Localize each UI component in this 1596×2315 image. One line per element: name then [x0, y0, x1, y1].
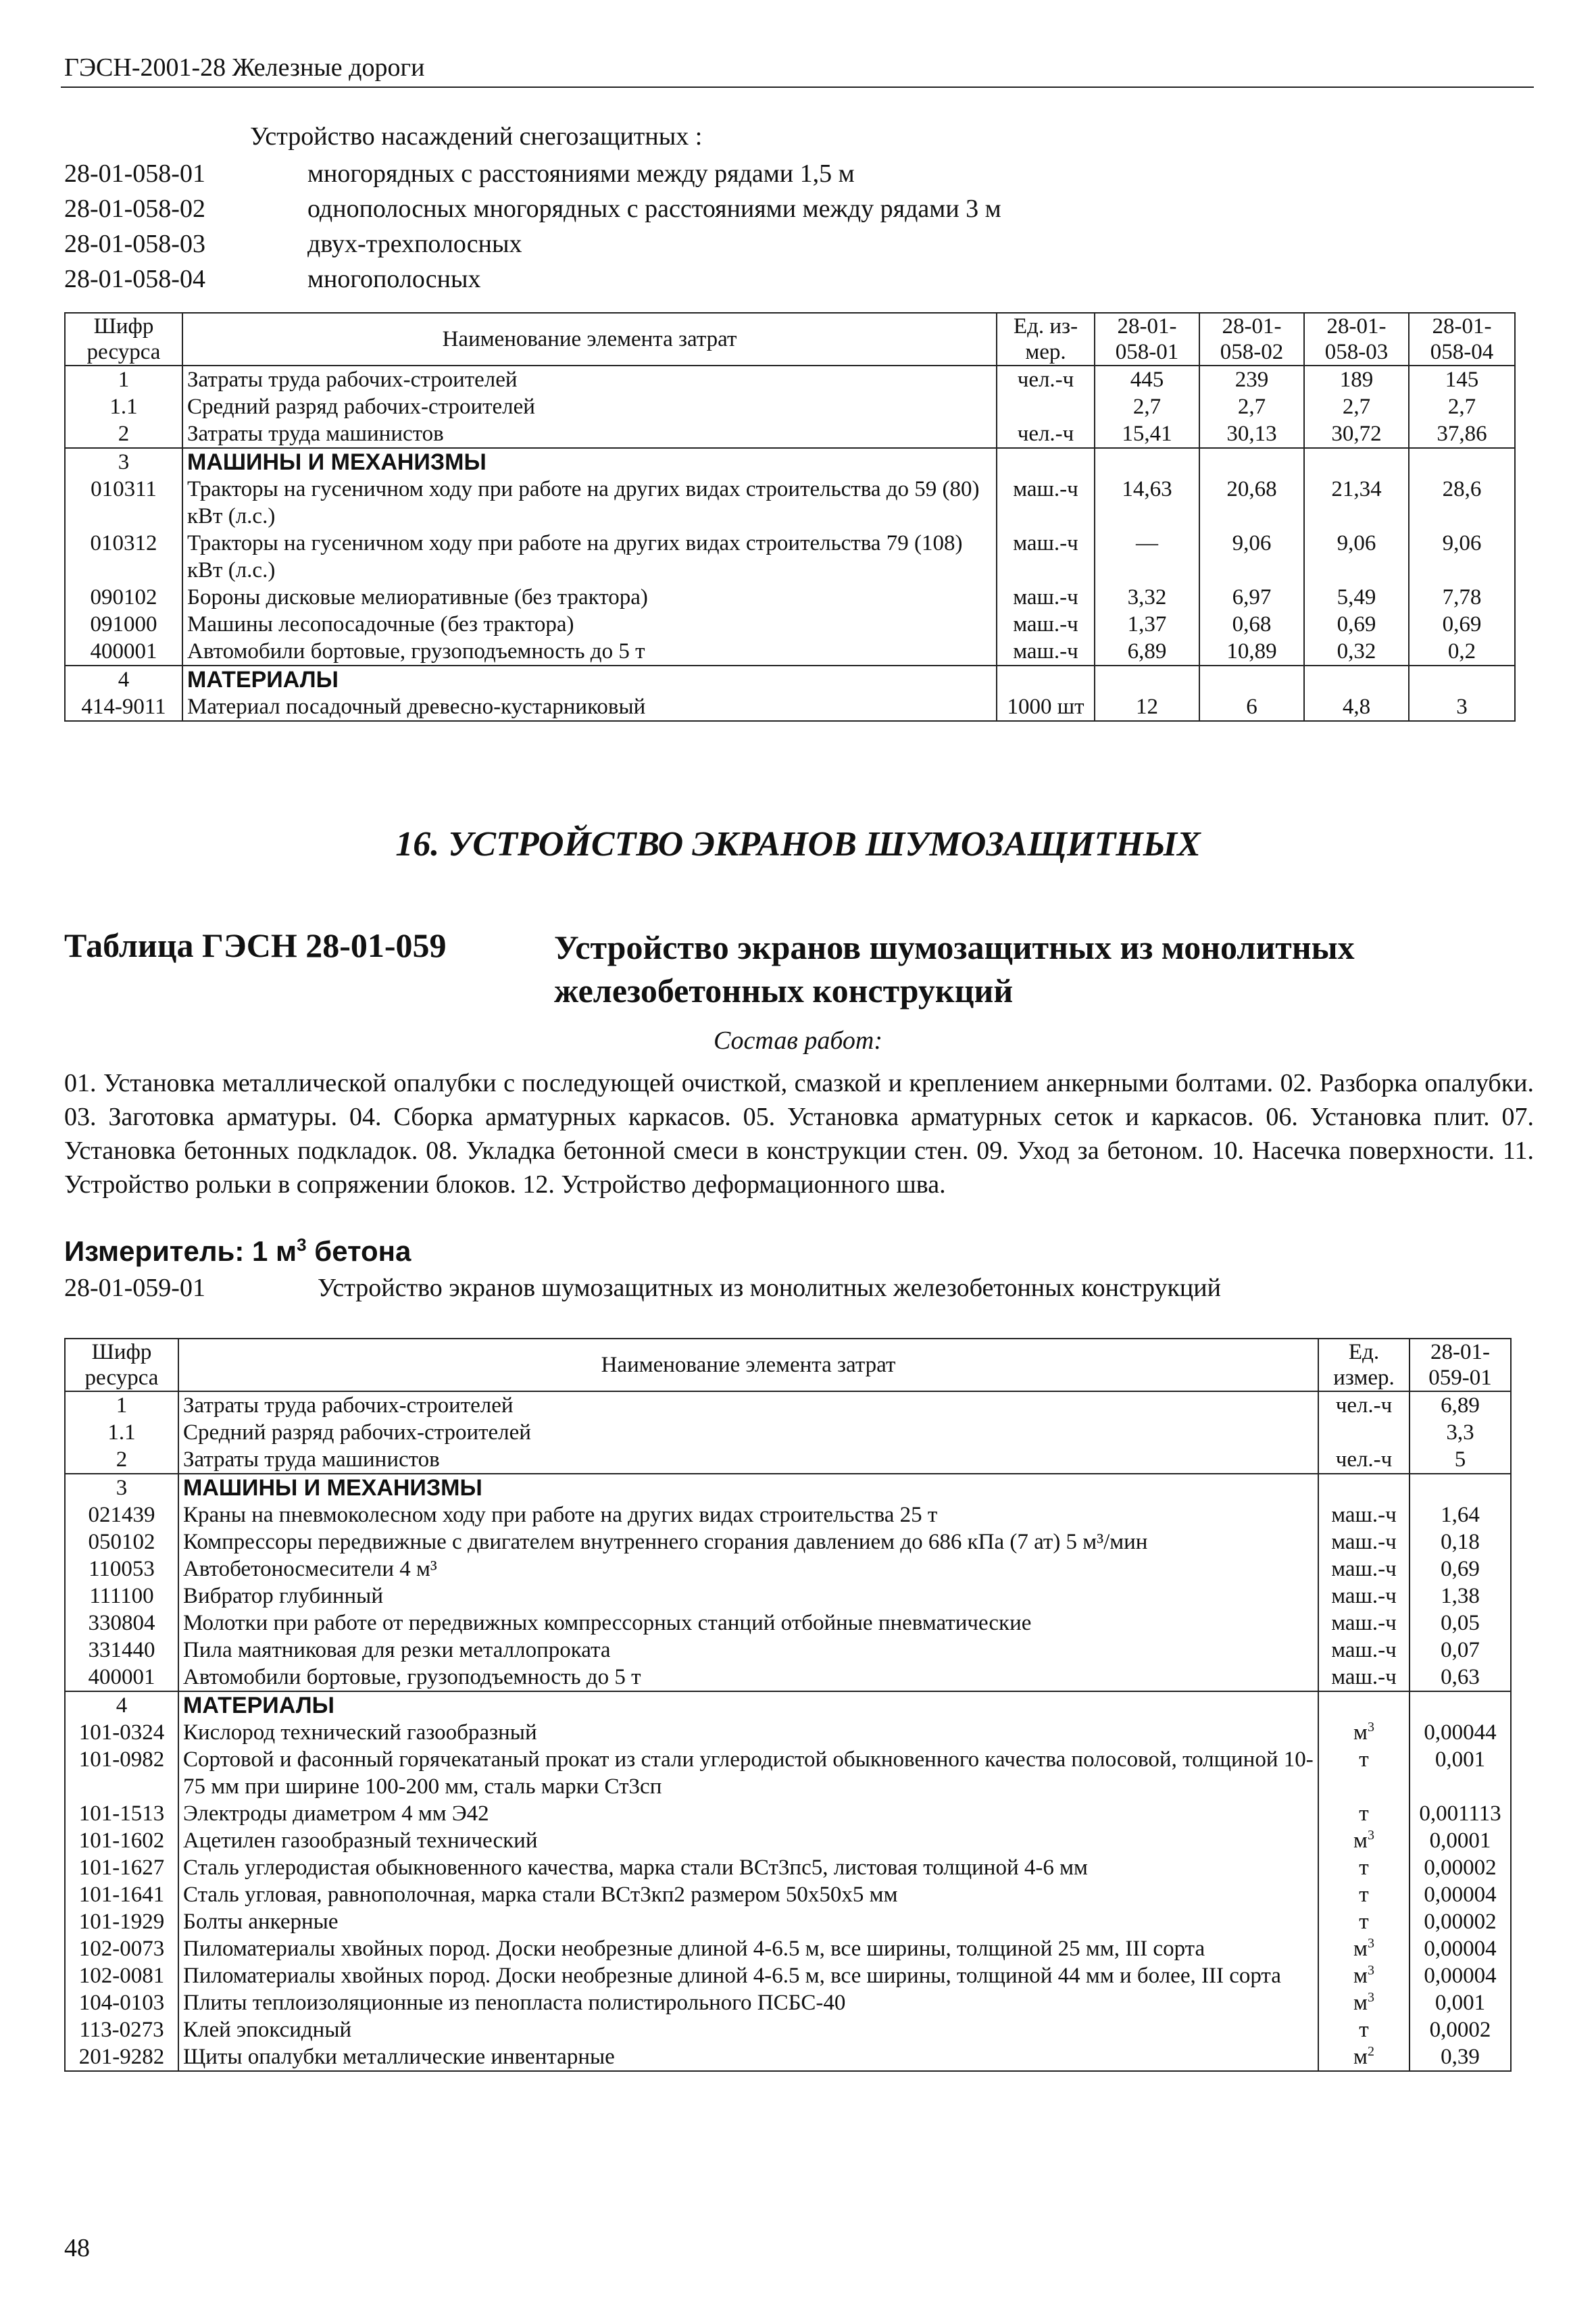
page-number: 48: [64, 2234, 90, 2262]
intro-item-code: 28-01-058-02: [64, 195, 205, 223]
cell-unit-text: маш.-ч: [1331, 1557, 1397, 1581]
cell-value: 6,97: [1199, 584, 1304, 611]
cell-unit-text: т: [1359, 1910, 1369, 1934]
cell-code: 111100: [65, 1583, 178, 1610]
cell-value: 0,00004: [1410, 1962, 1511, 1989]
cell-unit: [1318, 1800, 1410, 1827]
cell-unit: [997, 666, 1095, 693]
cell-code: 4: [65, 666, 182, 693]
cell-value: 0,00002: [1410, 1908, 1511, 1935]
cell-value: 30,13: [1199, 420, 1304, 448]
cell-value: 5,49: [1304, 584, 1409, 611]
cell-code: 330804: [65, 1610, 178, 1637]
meter-label: [64, 1235, 411, 1268]
cell-name: Вибратор глубинный: [178, 1583, 1318, 1610]
cell-name: Автомобили бортовые, грузоподъемность до 5 т: [182, 638, 997, 666]
intro-item-code: 28-01-058-04: [64, 265, 205, 293]
cell-value: 0,001113: [1410, 1800, 1511, 1827]
cell-code: 101-0982: [65, 1746, 178, 1800]
cell-code: 101-1641: [65, 1881, 178, 1908]
cell-value: 37,86: [1409, 420, 1515, 448]
cell-name: Плиты теплоизоляционные из пенопласта полистирольного ПСБС-40: [178, 1989, 1318, 2016]
cell-code: 400001: [65, 638, 182, 666]
cell-name: Автобетоносмесители 4 м³: [178, 1555, 1318, 1583]
cell-unit: [1318, 1555, 1410, 1583]
cell-name: Средний разряд рабочих-строителей: [178, 1419, 1318, 1446]
cell-name: Средний разряд рабочих-строителей: [182, 393, 997, 420]
table-row: [65, 1419, 1511, 1446]
table-row: [65, 393, 1515, 420]
cell-unit-text: маш.-ч: [1331, 1584, 1397, 1608]
col-header-058-04: 28-01-058-04: [1409, 313, 1515, 366]
intro-item-text: многорядных с расстояниями между рядами 1,5 м: [307, 159, 855, 188]
meter-sup: 3: [297, 1235, 307, 1255]
cell-code: 102-0081: [65, 1962, 178, 1989]
cell-value: 0,00004: [1410, 1881, 1511, 1908]
cell-value: 1,38: [1410, 1583, 1511, 1610]
cell-code: 4: [65, 1691, 178, 1719]
intro-item-code: 28-01-058-03: [64, 230, 205, 258]
cell-code: 2: [65, 420, 182, 448]
cell-unit: [1318, 1962, 1410, 1989]
cell-unit: [1318, 1528, 1410, 1555]
cell-code: 101-1513: [65, 1800, 178, 1827]
cell-value: 0,69: [1410, 1555, 1511, 1583]
cell-value: 0,00002: [1410, 1854, 1511, 1881]
cell-name: Компрессоры передвижные с двигателем внутреннего сгорания давлением до 686 кПа (7 ат) 5 м³/мин: [178, 1528, 1318, 1555]
cell-name: Пиломатериалы хвойных пород. Доски необрезные длиной 4-6.5 м, все ширины, толщиной 25 мм, III сорта: [178, 1935, 1318, 1962]
table-row: [65, 1637, 1511, 1664]
table-row: [65, 530, 1515, 584]
col-header-unit: Ед. измер.: [1318, 1339, 1410, 1391]
cell-unit: [1318, 1854, 1410, 1881]
intro-item-text: многополосных: [307, 265, 481, 293]
cell-code: 102-0073: [65, 1935, 178, 1962]
cell-unit-text: м: [1353, 1720, 1368, 1745]
cell-value: 15,41: [1095, 420, 1199, 448]
cell-value: 6,89: [1095, 638, 1199, 666]
cell-code: 1.1: [65, 1419, 178, 1446]
cell-value: 28,6: [1409, 476, 1515, 530]
composition-label: Состав работ:: [713, 1026, 883, 1055]
cell-unit-sup: 2: [1367, 2044, 1374, 2059]
table-row: [65, 1664, 1511, 1691]
cell-value: 2,7: [1409, 393, 1515, 420]
col-header-058-03: 28-01-058-03: [1304, 313, 1409, 366]
table-row: [65, 1908, 1511, 1935]
cell-value: 0,32: [1304, 638, 1409, 666]
cell-name: Пила маятниковая для резки металлопроката: [178, 1637, 1318, 1664]
cell-value: 0,0001: [1410, 1827, 1511, 1854]
col-header-name: Наименование элемента затрат: [178, 1339, 1318, 1391]
table-row: [65, 1391, 1511, 1419]
table-row: [65, 1746, 1511, 1800]
cell-unit-sup: 3: [1367, 1828, 1374, 1843]
table-row: [65, 1935, 1511, 1962]
cell-code: 101-0324: [65, 1719, 178, 1746]
cell-name: Сталь углеродистая обыкновенного качества, марка стали ВСт3пс5, листовая толщиной 4-6 мм: [178, 1854, 1318, 1881]
cell-unit: [1318, 1474, 1410, 1501]
cell-unit-text: т: [1359, 2018, 1369, 2042]
table-row: [65, 476, 1515, 530]
cell-value: 445: [1095, 366, 1199, 393]
cell-code: 010312: [65, 530, 182, 584]
cell-unit: [997, 448, 1095, 476]
cell-code: 113-0273: [65, 2016, 178, 2043]
item-text: Устройство экранов шумозащитных из монолитных железобетонных конструкций: [318, 1274, 1221, 1302]
cell-name: Машины лесопосадочные (без трактора): [182, 611, 997, 638]
table-row: [65, 1719, 1511, 1746]
cell-value: 4,8: [1304, 693, 1409, 721]
cell-unit-sup: 3: [1367, 1963, 1374, 1978]
cell-unit-sup: 3: [1367, 1990, 1374, 2005]
cell-unit: маш.-ч: [997, 476, 1095, 530]
cell-value: [1199, 666, 1304, 693]
cell-value: 239: [1199, 366, 1304, 393]
cell-value: 9,06: [1304, 530, 1409, 584]
cell-unit-text: т: [1359, 1801, 1369, 1826]
cell-unit: 1000 шт: [997, 693, 1095, 721]
section-title: 16. УСТРОЙСТВО ЭКРАНОВ ШУМОЗАЩИТНЫХ: [395, 825, 1201, 864]
cell-value: [1304, 666, 1409, 693]
col-header-unit: Ед. из-мер.: [997, 313, 1095, 366]
table-row: [65, 1800, 1511, 1827]
cell-value: 6: [1199, 693, 1304, 721]
col-header-058-01: 28-01-058-01: [1095, 313, 1199, 366]
cell-value: 9,06: [1199, 530, 1304, 584]
table-row: [65, 1989, 1511, 2016]
table-header-row: [65, 313, 1515, 366]
table-row: [65, 1446, 1511, 1474]
cell-unit: [1318, 1746, 1410, 1800]
table-row: [65, 584, 1515, 611]
cell-value: 21,34: [1304, 476, 1409, 530]
cell-unit: маш.-ч: [997, 584, 1095, 611]
cell-value: [1095, 666, 1199, 693]
cell-unit-text: чел.-ч: [1335, 1393, 1393, 1418]
cell-code: 1: [65, 366, 182, 393]
item-code: 28-01-059-01: [64, 1274, 205, 1302]
cell-value: 2,7: [1095, 393, 1199, 420]
table-row: [65, 666, 1515, 693]
cell-code: 101-1602: [65, 1827, 178, 1854]
cell-unit: [1318, 1691, 1410, 1719]
cell-code: 414-9011: [65, 693, 182, 721]
cell-value: 2,7: [1199, 393, 1304, 420]
cell-value: 0,0002: [1410, 2016, 1511, 2043]
cell-name: МАТЕРИАЛЫ: [178, 1691, 1318, 1719]
cell-value: [1410, 1474, 1511, 1501]
cell-name: Краны на пневмоколесном ходу при работе на других видах строительства 25 т: [178, 1501, 1318, 1528]
table-title: Устройство экранов шумозащитных из монолитных железобетонных конструкций: [554, 928, 1355, 1010]
composition-text: 01. Установка металлической опалубки с последующей очисткой, смазкой и креплением анкерными болтами. 02. Разборка опалубки. 03. Заготовка арматуры. 04. Сборка арматурных каркасов. 05. Установка арматурных сеток и каркасов. 06. Установка плит. 07. Установка бетонных подкладок. 08. Укладка бетонной смеси в конструкции стен. 09. Уход за бетоном. 10. Насечка поверхности. 11. Устройство рольки в сопряжении блоков. 12. Устройство деформационного шва.: [64, 1069, 1534, 1199]
meter-suffix: бетона: [306, 1235, 412, 1267]
cell-unit-sup: 3: [1367, 1720, 1374, 1735]
cell-value: 2,7: [1304, 393, 1409, 420]
running-header: ГЭСН-2001-28 Железные дороги: [64, 53, 425, 82]
cell-value: 12: [1095, 693, 1199, 721]
cell-value: 0,00044: [1410, 1719, 1511, 1746]
cell-value: 189: [1304, 366, 1409, 393]
cell-unit: [1318, 1908, 1410, 1935]
cell-unit: [1318, 1446, 1410, 1474]
table-row: [65, 448, 1515, 476]
cell-unit-text: м: [1353, 1828, 1368, 1853]
table-row: [65, 1881, 1511, 1908]
cell-value: [1410, 1691, 1511, 1719]
table-header-row: [65, 1339, 1511, 1391]
cell-value: 6,89: [1410, 1391, 1511, 1419]
cell-code: 101-1627: [65, 1854, 178, 1881]
table-row: [65, 1827, 1511, 1854]
cell-name: МАТЕРИАЛЫ: [182, 666, 997, 693]
cell-unit-text: маш.-ч: [1331, 1611, 1397, 1635]
cell-unit: [1318, 2016, 1410, 2043]
cell-name: Болты анкерные: [178, 1908, 1318, 1935]
cell-unit-text: т: [1359, 1856, 1369, 1880]
cell-unit-text: т: [1359, 1883, 1369, 1907]
cell-unit: маш.-ч: [997, 611, 1095, 638]
cell-value: 9,06: [1409, 530, 1515, 584]
cell-unit-text: м: [1353, 2045, 1368, 2069]
table-row: [65, 1962, 1511, 1989]
col-header-name: Наименование элемента затрат: [182, 313, 997, 366]
cell-value: 0,63: [1410, 1664, 1511, 1691]
cell-unit: [1318, 1989, 1410, 2016]
table-row: [65, 420, 1515, 448]
cell-unit-text: маш.-ч: [1331, 1503, 1397, 1527]
cell-value: [1199, 448, 1304, 476]
table-row: [65, 1854, 1511, 1881]
table-row: [65, 366, 1515, 393]
table-row: [65, 693, 1515, 721]
col-header-059-01: 28-01-059-01: [1410, 1339, 1511, 1391]
cell-name: Молотки при работе от передвижных компрессорных станций отбойные пневматические: [178, 1610, 1318, 1637]
intro-title: Устройство насаждений снегозащитных :: [250, 122, 703, 151]
cell-unit: [1318, 1935, 1410, 1962]
cell-value: 0,07: [1410, 1637, 1511, 1664]
intro-item-text: однополосных многорядных с расстояниями между рядами 3 м: [307, 195, 1001, 223]
cell-code: 400001: [65, 1664, 178, 1691]
intro-item-code: 28-01-058-01: [64, 159, 205, 188]
cell-unit-text: маш.-ч: [1331, 1530, 1397, 1554]
cell-code: 1: [65, 1391, 178, 1419]
cell-code: 3: [65, 448, 182, 476]
intro-item-text: двух-трехполосных: [307, 230, 522, 258]
cell-code: 1.1: [65, 393, 182, 420]
cell-unit: [1318, 1610, 1410, 1637]
cell-unit: чел.-ч: [997, 420, 1095, 448]
table-row: [65, 2016, 1511, 2043]
cell-name: Бороны дисковые мелиоративные (без трактора): [182, 584, 997, 611]
cell-value: [1304, 448, 1409, 476]
cell-name: Автомобили бортовые, грузоподъемность до 5 т: [178, 1664, 1318, 1691]
cell-value: 0,69: [1304, 611, 1409, 638]
resource-table-058: [64, 312, 1516, 722]
cell-unit: маш.-ч: [997, 638, 1095, 666]
cell-value: 10,89: [1199, 638, 1304, 666]
col-header-code: Шифр ресурса: [65, 1339, 178, 1391]
cell-name: Затраты труда машинистов: [182, 420, 997, 448]
table-row: [65, 1474, 1511, 1501]
cell-unit: [1318, 1719, 1410, 1746]
cell-unit: [997, 393, 1095, 420]
cell-value: 0,00004: [1410, 1935, 1511, 1962]
table-row: [65, 1583, 1511, 1610]
cell-value: 7,78: [1409, 584, 1515, 611]
cell-name: Ацетилен газообразный технический: [178, 1827, 1318, 1854]
cell-name: Клей эпоксидный: [178, 2016, 1318, 2043]
cell-name: Сортовой и фасонный горячекатаный прокат из стали углеродистой обыкновенного качества полосовой, толщиной 10-75 мм при ширине 100-200 мм, сталь марки Ст3сп: [178, 1746, 1318, 1800]
cell-value: 0,68: [1199, 611, 1304, 638]
table-row: [65, 1610, 1511, 1637]
cell-code: 090102: [65, 584, 182, 611]
cell-code: 101-1929: [65, 1908, 178, 1935]
cell-unit-text: чел.-ч: [1335, 1447, 1393, 1472]
cell-value: 3,3: [1410, 1419, 1511, 1446]
cell-name: Тракторы на гусеничном ходу при работе на других видах строительства 79 (108) кВт (л.с.): [182, 530, 997, 584]
cell-name: Электроды диаметром 4 мм Э42: [178, 1800, 1318, 1827]
cell-name: Затраты труда машинистов: [178, 1446, 1318, 1474]
cell-unit-text: м: [1353, 1991, 1368, 2015]
cell-code: 021439: [65, 1501, 178, 1528]
cell-code: 201-9282: [65, 2043, 178, 2071]
cell-value: 0,2: [1409, 638, 1515, 666]
cell-value: 1,37: [1095, 611, 1199, 638]
cell-code: 091000: [65, 611, 182, 638]
cell-value: 0,001: [1410, 1746, 1511, 1800]
table-label: Таблица ГЭСН 28-01-059: [64, 926, 447, 964]
cell-value: 3,32: [1095, 584, 1199, 611]
cell-unit: [1318, 1419, 1410, 1446]
cell-unit-text: маш.-ч: [1331, 1665, 1397, 1689]
cell-name: Затраты труда рабочих-строителей: [178, 1391, 1318, 1419]
meter-text: Измеритель: 1 м: [64, 1235, 297, 1267]
table-row: [65, 1555, 1511, 1583]
resource-table-059: [64, 1338, 1512, 2072]
col-header-058-02: 28-01-058-02: [1199, 313, 1304, 366]
cell-value: 14,63: [1095, 476, 1199, 530]
col-header-code: Шифр ресурса: [65, 313, 182, 366]
cell-unit-text: м: [1353, 1937, 1368, 1961]
cell-code: 331440: [65, 1637, 178, 1664]
cell-value: 3: [1409, 693, 1515, 721]
table-row: [65, 611, 1515, 638]
cell-unit: [1318, 1664, 1410, 1691]
cell-unit: [1318, 1501, 1410, 1528]
cell-value: [1409, 448, 1515, 476]
cell-value: 5: [1410, 1446, 1511, 1474]
header-rule: [61, 86, 1534, 88]
cell-unit: [1318, 1637, 1410, 1664]
cell-code: 050102: [65, 1528, 178, 1555]
cell-name: Материал посадочный древесно-кустарниковый: [182, 693, 997, 721]
cell-name: Сталь угловая, равнополочная, марка стали ВСт3кп2 размером 50x50x5 мм: [178, 1881, 1318, 1908]
cell-unit: [1318, 1881, 1410, 1908]
cell-unit-text: т: [1359, 1747, 1369, 1772]
cell-code: 104-0103: [65, 1989, 178, 2016]
cell-name: Пиломатериалы хвойных пород. Доски необрезные длиной 4-6.5 м, все ширины, толщиной 44 мм и более, III сорта: [178, 1962, 1318, 1989]
cell-name: Щиты опалубки металлические инвентарные: [178, 2043, 1318, 2071]
cell-code: 2: [65, 1446, 178, 1474]
cell-unit: [1318, 2043, 1410, 2071]
cell-name: Затраты труда рабочих-строителей: [182, 366, 997, 393]
table-row: [65, 1501, 1511, 1528]
cell-code: 110053: [65, 1555, 178, 1583]
cell-value: 0,18: [1410, 1528, 1511, 1555]
table-row: [65, 1528, 1511, 1555]
cell-unit: [1318, 1583, 1410, 1610]
cell-unit: чел.-ч: [997, 366, 1095, 393]
cell-unit: [1318, 1391, 1410, 1419]
cell-code: 3: [65, 1474, 178, 1501]
cell-unit: [1318, 1827, 1410, 1854]
cell-value: 20,68: [1199, 476, 1304, 530]
cell-value: [1095, 448, 1199, 476]
cell-value: 0,69: [1409, 611, 1515, 638]
table-row: [65, 2043, 1511, 2071]
cell-value: 145: [1409, 366, 1515, 393]
cell-name: МАШИНЫ И МЕХАНИЗМЫ: [182, 448, 997, 476]
cell-value: 0,001: [1410, 1989, 1511, 2016]
cell-unit: маш.-ч: [997, 530, 1095, 584]
cell-value: —: [1095, 530, 1199, 584]
cell-value: 0,05: [1410, 1610, 1511, 1637]
cell-value: 30,72: [1304, 420, 1409, 448]
cell-unit-text: маш.-ч: [1331, 1638, 1397, 1662]
cell-value: 0,39: [1410, 2043, 1511, 2071]
table-row: [65, 638, 1515, 666]
cell-value: 1,64: [1410, 1501, 1511, 1528]
cell-value: [1409, 666, 1515, 693]
table-row: [65, 1691, 1511, 1719]
cell-name: МАШИНЫ И МЕХАНИЗМЫ: [178, 1474, 1318, 1501]
cell-name: Кислород технический газообразный: [178, 1719, 1318, 1746]
cell-unit-text: м: [1353, 1964, 1368, 1988]
cell-name: Тракторы на гусеничном ходу при работе на других видах строительства до 59 (80) кВт (л.с.): [182, 476, 997, 530]
cell-code: 010311: [65, 476, 182, 530]
cell-unit-sup: 3: [1367, 1936, 1374, 1951]
